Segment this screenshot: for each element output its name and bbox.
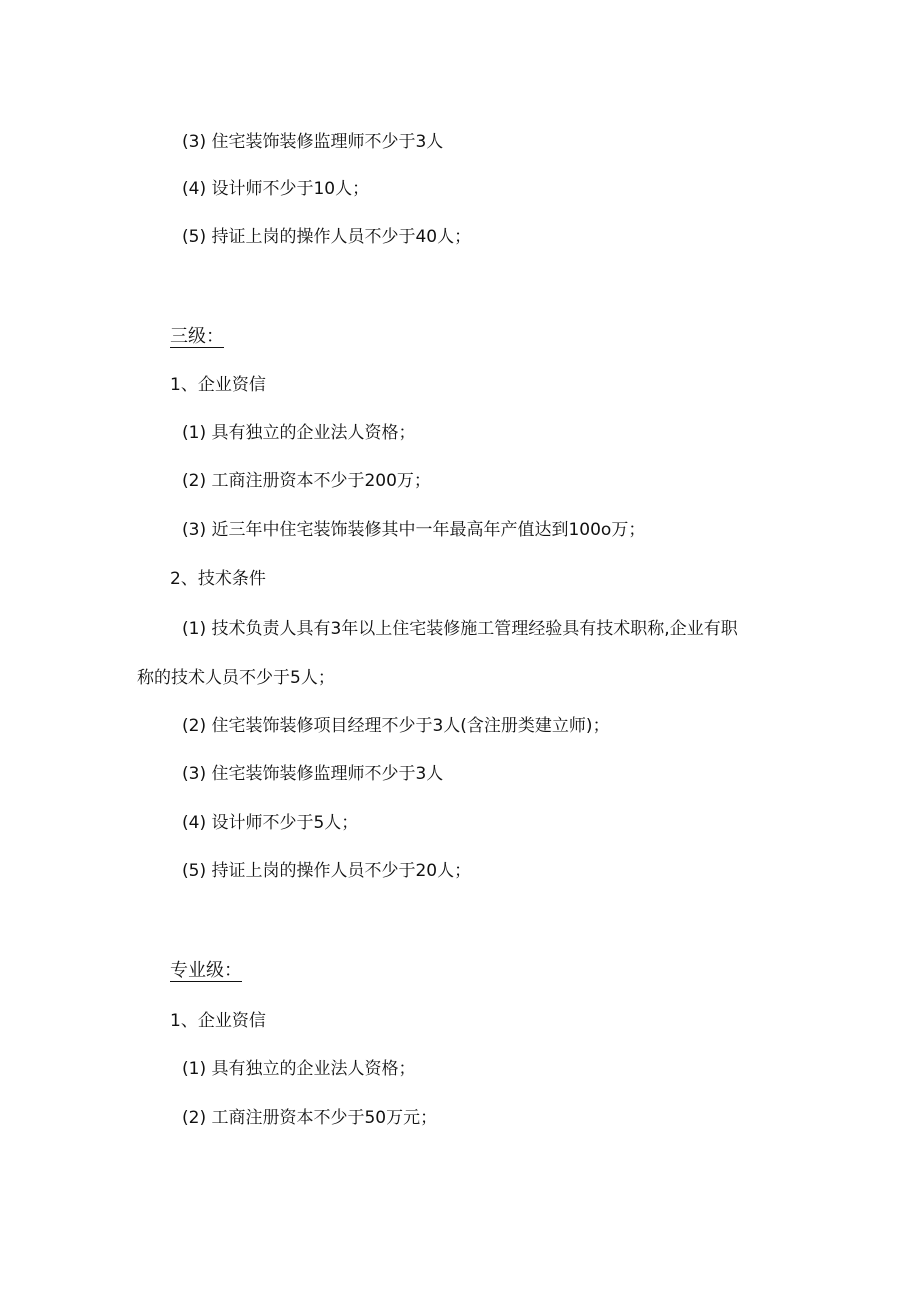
- text-line: (2) 工商注册资本不少于50万元；: [182, 1108, 438, 1128]
- text-line: (1) 具有独立的企业法人资格；: [182, 423, 416, 443]
- text-line: (3) 近三年中住宅装饰装修其中一年最高年产值达到100o万；: [182, 520, 646, 540]
- text-line: (5) 持证上岗的操作人员不少于20人；: [182, 861, 472, 881]
- text-line-continuation: 称的技术人员不少于5人；: [137, 668, 335, 688]
- subsection-heading: 1、企业资信: [170, 375, 266, 395]
- text-line: (1) 技术负责人具有3年以上住宅装修施工管理经验具有技术职称,企业有职: [182, 619, 738, 639]
- text-line: (2) 工商注册资本不少于200万；: [182, 471, 431, 491]
- text-line: (3) 住宅装饰装修监理师不少于3人: [182, 132, 444, 152]
- text-line: (1) 具有独立的企业法人资格；: [182, 1059, 416, 1079]
- section-heading-level-3: 三级：: [170, 326, 224, 347]
- text-line: (2) 住宅装饰装修项目经理不少于3人(含注册类建立师)；: [182, 716, 610, 736]
- subsection-heading: 1、企业资信: [170, 1011, 266, 1031]
- text-line: (4) 设计师不少于5人；: [182, 813, 359, 833]
- text-line: (5) 持证上岗的操作人员不少于40人；: [182, 227, 472, 247]
- section-heading-professional: 专业级：: [170, 960, 242, 981]
- text-line: (4) 设计师不少于10人；: [182, 179, 370, 199]
- text-line: (3) 住宅装饰装修监理师不少于3人: [182, 764, 444, 784]
- subsection-heading: 2、技术条件: [170, 569, 266, 589]
